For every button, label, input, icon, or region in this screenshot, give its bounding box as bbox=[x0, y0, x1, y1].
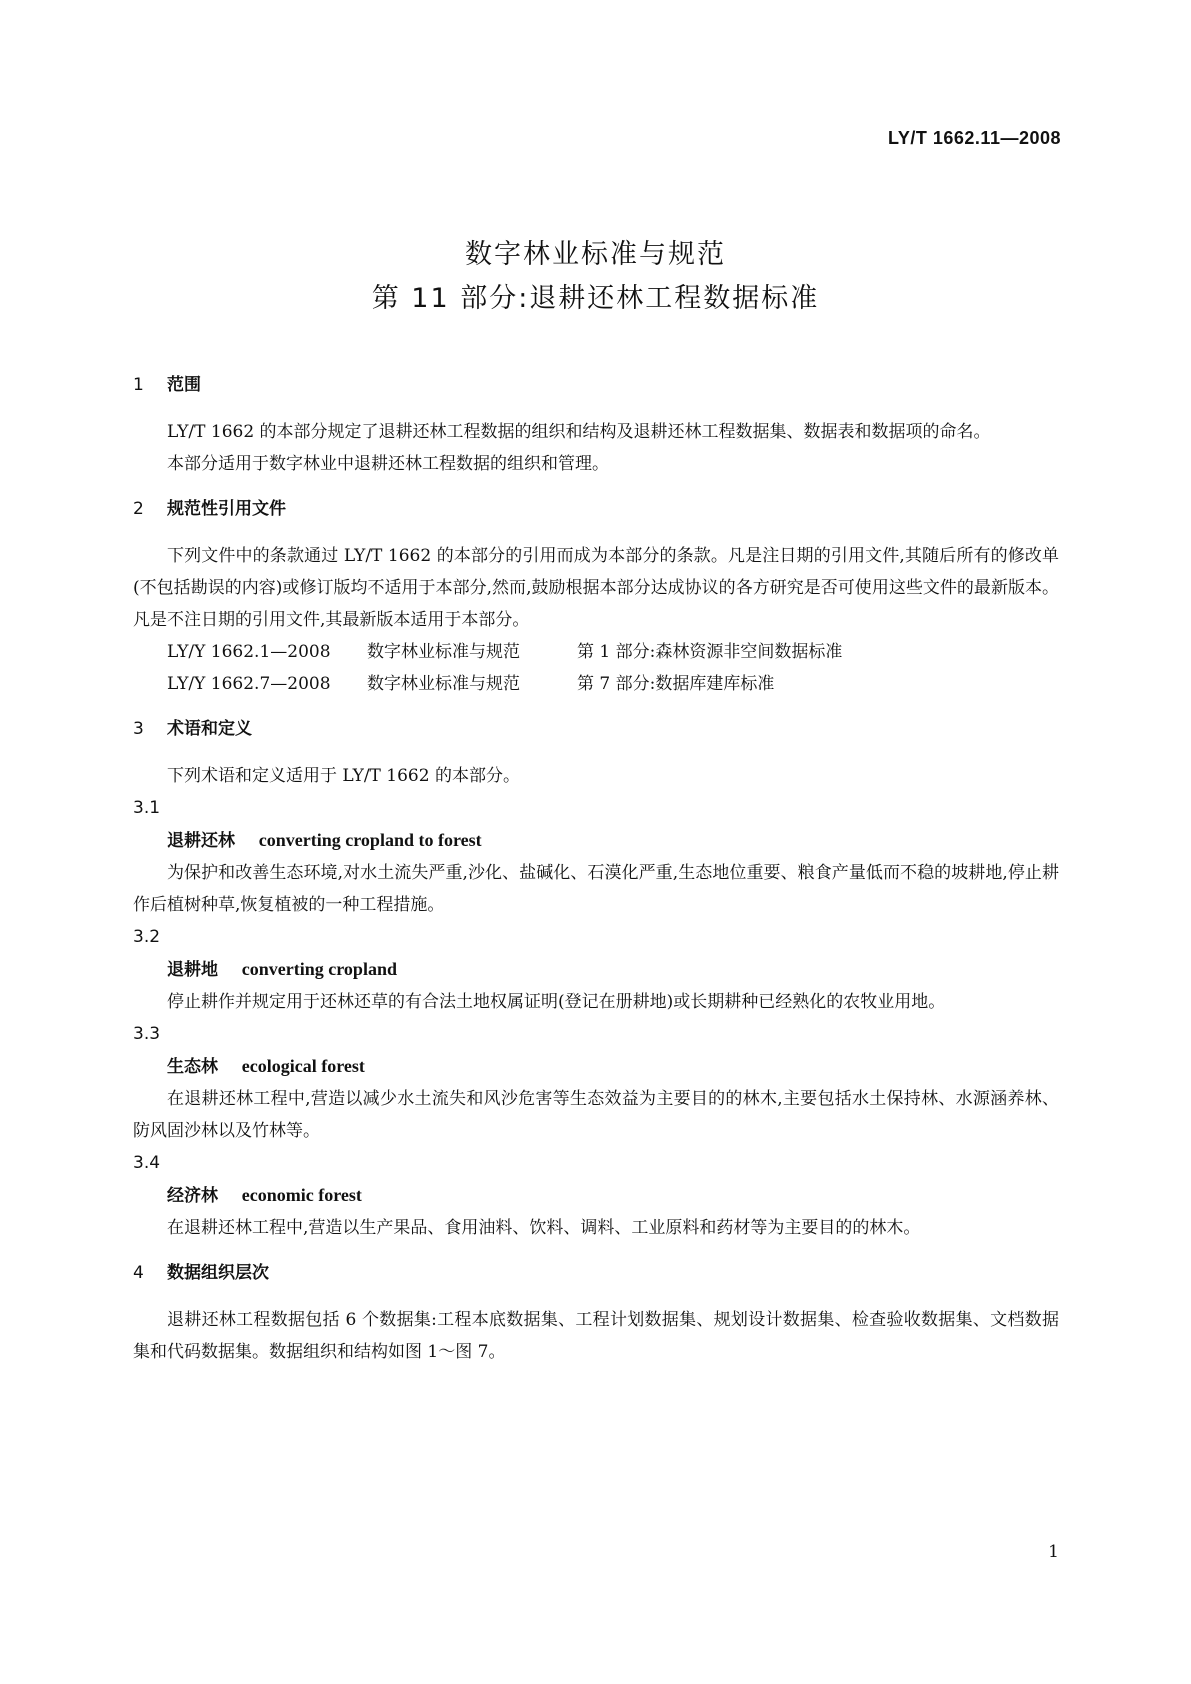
term-english: converting cropland bbox=[241, 959, 397, 979]
document-subtitle: 第 11 部分:退耕还林工程数据标准 bbox=[371, 283, 820, 314]
section-title: 术语和定义 bbox=[167, 719, 252, 739]
term-chinese: 退耕地 bbox=[167, 960, 218, 980]
term-definition: 在退耕还林工程中,营造以生产果品、食用油料、饮料、调料、工业原料和药材等为主要目的的林木。 bbox=[167, 1218, 921, 1238]
reference-part: 第 1 部分:森林资源非空间数据标准 bbox=[577, 642, 843, 662]
term-number: 3.1 bbox=[133, 798, 161, 818]
section-number: 2 bbox=[133, 499, 144, 519]
section-heading-terms-definitions bbox=[133, 712, 1059, 746]
paragraph: 下列文件中的条款通过 LY/T 1662 的本部分的引用而成为本部分的条款。凡是注日期的引用文件,其随后所有的修改单(不包括勘误的内容)或修订版均不适用于本部分,然而,鼓励根据本部分达成协议的各方研究是否可使用这些文件的最新版本。凡是不注日期的引用文件,其最新版本适用于本部分。 bbox=[133, 546, 1059, 630]
section-heading-normative-references bbox=[133, 492, 1059, 526]
section-heading-scope bbox=[133, 368, 1059, 402]
paragraph: LY/T 1662 的本部分规定了退耕还林工程数据的组织和结构及退耕还林工程数据集、数据表和数据项的命名。 bbox=[167, 422, 991, 442]
term-number: 3.3 bbox=[133, 1024, 161, 1044]
section-number: 4 bbox=[133, 1263, 144, 1283]
term-number: 3.4 bbox=[133, 1153, 161, 1173]
term-chinese: 经济林 bbox=[167, 1186, 218, 1206]
page-number: 1 bbox=[1048, 1542, 1059, 1562]
document-code: LY/T 1662.11—2008 bbox=[888, 128, 1061, 148]
document-body bbox=[133, 368, 1059, 1368]
paragraph: 退耕还林工程数据包括 6 个数据集:工程本底数据集、工程计划数据集、规划设计数据集、检查验收数据集、文档数据集和代码数据集。数据组织和结构如图 1～图 7。 bbox=[133, 1310, 1059, 1362]
section-number: 1 bbox=[133, 375, 144, 395]
paragraph: 本部分适用于数字林业中退耕还林工程数据的组织和管理。 bbox=[167, 454, 609, 474]
reference-name: 数字林业标准与规范 bbox=[367, 674, 520, 694]
term-entry bbox=[133, 1050, 1059, 1083]
reference-part: 第 7 部分:数据库建库标准 bbox=[577, 674, 775, 694]
section-title: 数据组织层次 bbox=[167, 1263, 269, 1283]
term-chinese: 退耕还林 bbox=[167, 831, 235, 851]
term-chinese: 生态林 bbox=[167, 1057, 218, 1077]
term-number: 3.2 bbox=[133, 927, 161, 947]
term-definition: 停止耕作并规定用于还林还草的有合法土地权属证明(登记在册耕地)或长期耕种已经熟化的农牧业用地。 bbox=[167, 992, 946, 1012]
term-entry bbox=[133, 824, 1059, 857]
document-title: 数字林业标准与规范 bbox=[465, 239, 726, 270]
term-entry bbox=[133, 1179, 1059, 1212]
section-title: 规范性引用文件 bbox=[167, 499, 286, 519]
term-entry bbox=[133, 953, 1059, 986]
term-english: economic forest bbox=[241, 1185, 362, 1205]
term-definition: 在退耕还林工程中,营造以减少水土流失和风沙危害等生态效益为主要目的的林木,主要包括水土保持林、水源涵养林、防风固沙林以及竹林等。 bbox=[133, 1089, 1059, 1141]
section-title: 范围 bbox=[167, 375, 201, 395]
term-definition: 为保护和改善生态环境,对水土流失严重,沙化、盐碱化、石漠化严重,生态地位重要、粮食产量低而不稳的坡耕地,停止耕作后植树种草,恢复植被的一种工程措施。 bbox=[133, 863, 1059, 915]
reference-name: 数字林业标准与规范 bbox=[367, 642, 520, 662]
reference-code: LY/Y 1662.7—2008 bbox=[167, 674, 331, 694]
reference-code: LY/Y 1662.1—2008 bbox=[167, 642, 331, 662]
reference-item bbox=[133, 636, 1059, 668]
section-number: 3 bbox=[133, 719, 144, 739]
reference-item bbox=[133, 668, 1059, 700]
section-heading-data-organization bbox=[133, 1256, 1059, 1290]
term-english: converting cropland to forest bbox=[258, 830, 482, 850]
term-english: ecological forest bbox=[241, 1056, 365, 1076]
paragraph: 下列术语和定义适用于 LY/T 1662 的本部分。 bbox=[167, 766, 520, 786]
